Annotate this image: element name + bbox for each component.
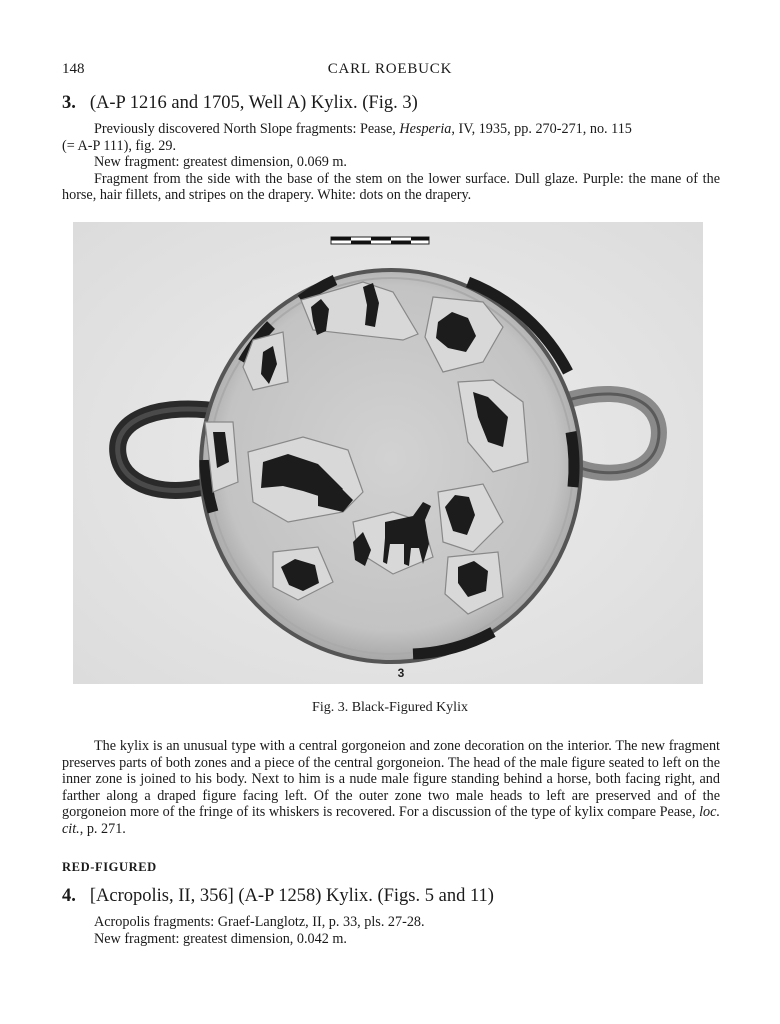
entry-4-new-fragment: New fragment: greatest dimension, 0.042 m.	[94, 930, 347, 947]
entry-3-previous-fragments: Previously discovered North Slope fragments: Pease, Hesperia, IV, 1935, pp. 270-271, no. 115	[94, 121, 632, 137]
entry-4-text	[62, 914, 720, 947]
entry-3-previous-cont: (= A-P 111), fig. 29.	[62, 137, 177, 154]
plate-label: 3	[397, 666, 405, 680]
entry-3-heading: (A-P 1216 and 1705, Well A) Kylix. (Fig. 3)	[89, 93, 418, 113]
entry-4-title	[62, 886, 494, 907]
entry-4-acropolis-fragments: Acropolis fragments: Graef-Langlotz, II, p. 33, pls. 27-28.	[94, 914, 425, 930]
entry-4-heading: [Acropolis, II, 356] (A-P 1258) Kylix. (Figs. 5 and 11)	[89, 886, 494, 906]
entry-3-new-fragment: New fragment: greatest dimension, 0.069 m.	[94, 154, 347, 171]
entry-3-title	[62, 93, 418, 114]
running-title: CARL ROEBUCK	[327, 61, 453, 77]
entry-4-number: 4.	[62, 886, 76, 906]
figure-caption: Fig. 3. Black-Figured Kylix	[312, 700, 468, 715]
journal-name: Hesperia	[399, 121, 452, 137]
entry-3-number: 3.	[62, 93, 76, 113]
scale-bar	[331, 237, 429, 244]
kylix-photograph	[73, 222, 703, 684]
entry-3-description: Fragment from the side with the base of the stem on the lower surface. Dull glaze. Purple: the mane of the horse, hair fillets, and stripes on the drapery. White: dots on the drapery.	[62, 170, 720, 204]
kylix-discussion: The kylix is an unusual type with a central gorgoneion and zone decoration on the interior. The new fragment preserves parts of both zones and a piece of the central gorgoneion. The head of the male figure seated to left on the inner zone is joined to his body. Next to him is a nude male figure standing behind a horse, both facing right, and farther along a draped figure facing left. Of the outer zone two male heads to left are preserved and of the gorgoneion more of the fringe of its whiskers is recovered. For a discussion of the type of kylix compare Pease, loc. cit., p. 271.	[62, 738, 720, 837]
loc-cit: loc. cit.	[62, 804, 720, 837]
section-label: RED-FIGURED	[62, 860, 157, 874]
entry-3-text	[62, 121, 720, 204]
page-number: 148	[62, 61, 85, 77]
